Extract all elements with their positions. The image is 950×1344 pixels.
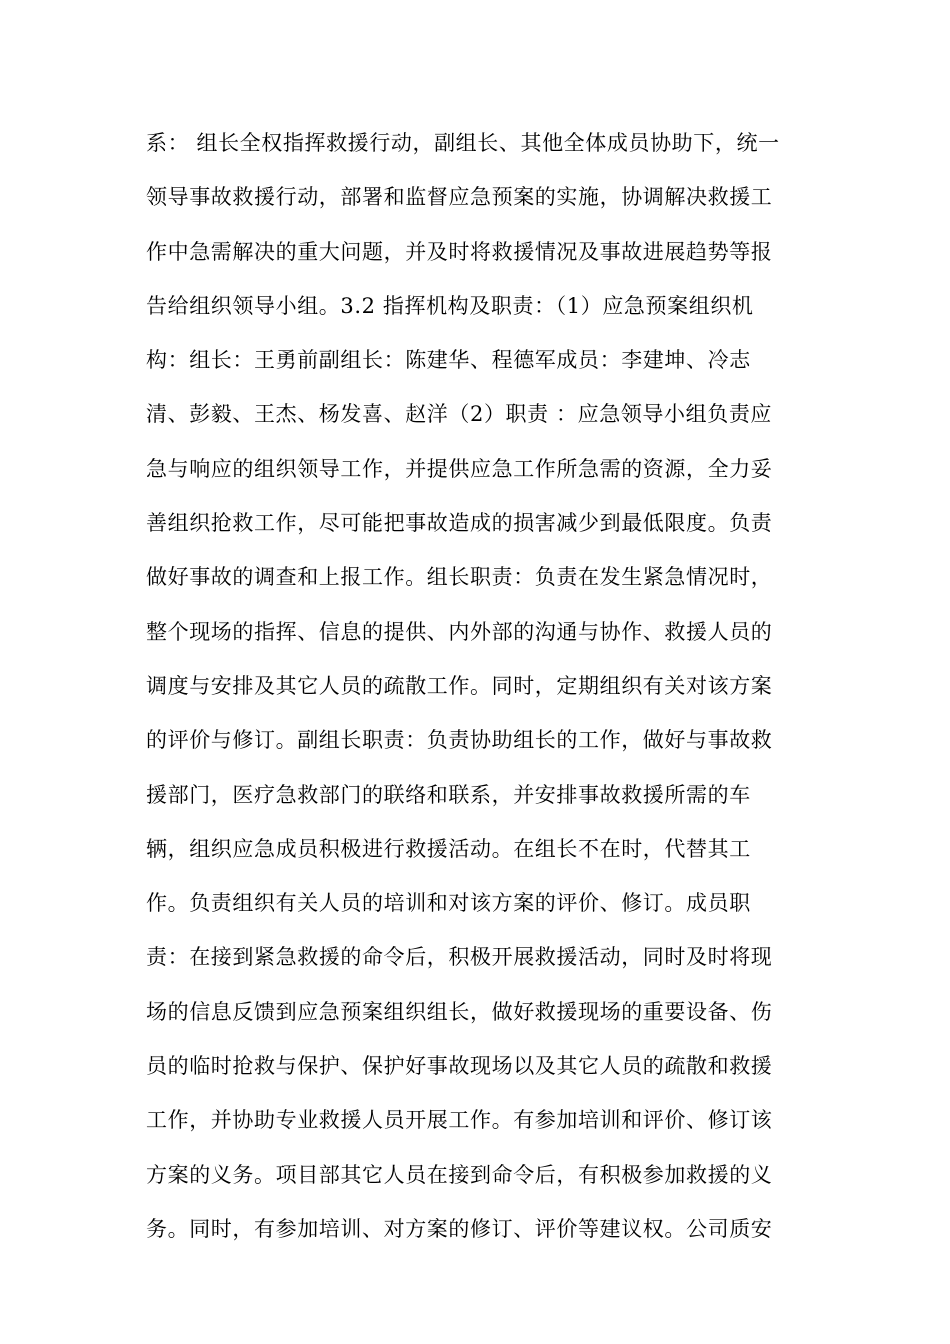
text-line: 清、彭毅、王杰、杨发喜、赵洋（2）职责 ：应急领导小组负责应 — [146, 402, 773, 427]
text-line: 的评价与修订。副组长职责：负责协助组长的工作，做好与事故救 — [146, 728, 773, 753]
text-line: 场的信息反馈到应急预案组织组长，做好救援现场的重要设备、伤 — [146, 999, 773, 1024]
text-line: 作。负责组织有关人员的培训和对该方案的评价、修订。成员职 — [146, 891, 751, 916]
text-line: 领导事故救援行动，部署和监督应急预案的实施，协调解决救援工 — [146, 185, 773, 210]
text-line: 责：在接到紧急救援的命令后，积极开展救援活动，同时及时将现 — [146, 945, 773, 970]
text-line: 整个现场的指挥、信息的提供、内外部的沟通与协作、救援人员的 — [146, 619, 773, 644]
text-line: 系： 组长全权指挥救援行动，副组长、其他全体成员协助下，统一 — [146, 131, 780, 155]
text-line: 作中急需解决的重大问题，并及时将救援情况及事故进展趋势等报 — [146, 239, 773, 264]
text-line: 告给组织领导小组。3.2 指挥机构及职责：（1）应急预案组织机 — [146, 293, 754, 318]
text-line: 辆，组织应急成员积极进行救援活动。在组长不在时，代替其工 — [146, 836, 751, 861]
text-line: 构：组长：王勇前副组长：陈建华、程德军成员：李建坤、冷志 — [146, 348, 751, 373]
text-line: 方案的义务。项目部其它人员在接到命令后，有积极参加救援的义 — [146, 1162, 773, 1187]
text-line: 急与响应的组织领导工作，并提供应急工作所急需的资源，全力妥 — [146, 456, 773, 481]
text-line: 工作，并协助专业救援人员开展工作。有参加培训和评价、修订该 — [146, 1108, 773, 1133]
text-line: 援部门，医疗急救部门的联络和联系，并安排事故救援所需的车 — [146, 782, 751, 807]
text-line: 务。同时，有参加培训、对方案的修订、评价等建议权。公司质安 — [146, 1216, 773, 1241]
text-line: 调度与安排及其它人员的疏散工作。同时，定期组织有关对该方案 — [146, 673, 773, 698]
text-line: 员的临时抢救与保护、保护好事故现场以及其它人员的疏散和救援 — [146, 1054, 773, 1079]
body-text — [146, 116, 806, 1256]
text-line: 善组织抢救工作，尽可能把事故造成的损害减少到最低限度。负责 — [146, 511, 773, 536]
text-line: 做好事故的调查和上报工作。组长职责：负责在发生紧急情况时， — [146, 565, 773, 590]
